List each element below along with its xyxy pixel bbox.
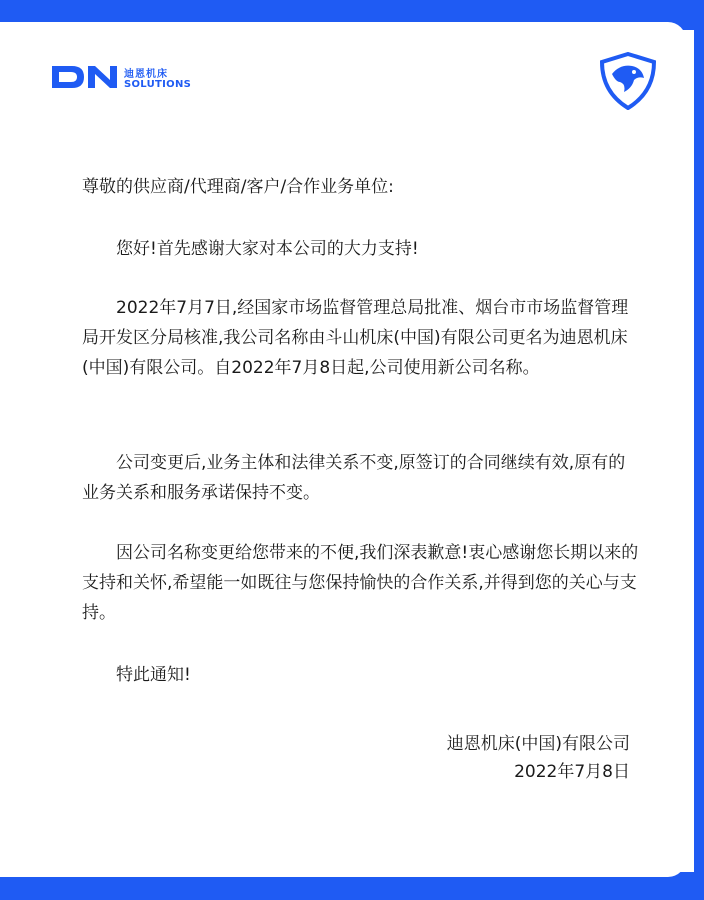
frame-right-band [694,0,704,900]
letter-paragraph-2: 公司变更后,业务主体和法律关系不变,原签订的合同继续有效,原有的业务关系和服务承诺保持不变。 [82,453,626,503]
letter-paragraph-3: 因公司名称变更给您带来的不便,我们深表歉意!衷心感谢您长期以来的支持和关怀,希望能一如既往与您保持愉快的合作关系,并得到您的关心与支持。 [82,543,639,623]
signature-date: 2022年7月8日 [514,762,630,782]
letter-salutation: 尊敬的供应商/代理商/客户/合作业务单位: [82,177,394,197]
lion-shield-icon [598,52,658,110]
letter-closing: 特此通知! [116,665,191,685]
logo-brand-en: SOLUTIONS [124,79,192,90]
letter-paragraph-1: 2022年7月7日,经国家市场监督管理总局批准、烟台市市场监督管理局开发区分局核准,我公司名称由斗山机床(中国)有限公司更名为迪恩机床(中国)有限公司。自2022年7月8日起,公司使用新公司名称。 [82,298,629,378]
logo-brand-cn: 迪恩机床 [124,69,168,80]
signature-company: 迪恩机床(中国)有限公司 [446,734,630,754]
letter-greeting: 您好!首先感谢大家对本公司的大力支持! [116,239,419,259]
